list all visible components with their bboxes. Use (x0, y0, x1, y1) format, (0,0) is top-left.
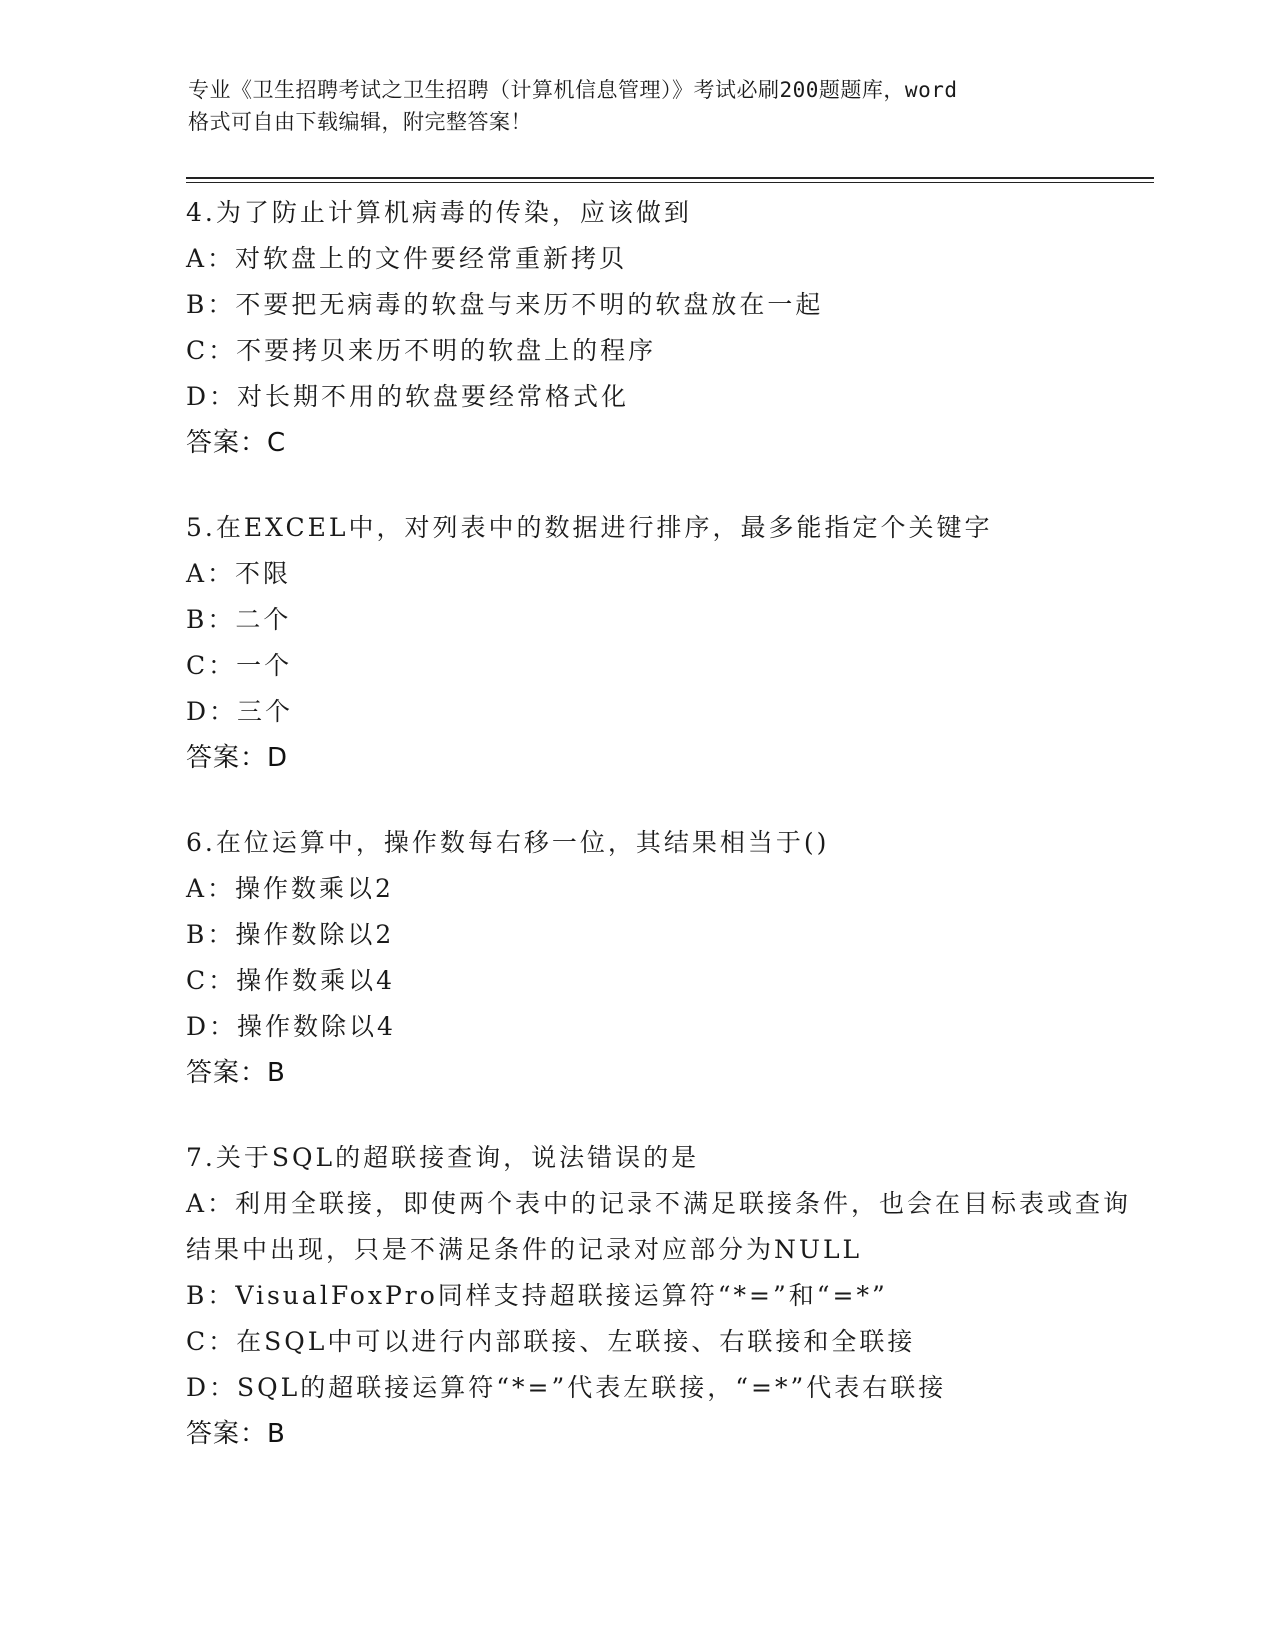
option-a: A：对软盘上的文件要经常重新拷贝 (186, 244, 628, 273)
option-a: A：利用全联接，即使两个表中的记录不满足联接条件，也会在目标表或查询结果中出现，只是不满足条件的记录对应部分为NULL (186, 1189, 1132, 1264)
question-stem: 6.在位运算中，操作数每右移一位，其结果相当于() (186, 828, 830, 857)
option-b: B：操作数除以2 (186, 920, 395, 949)
question-6 (186, 820, 1146, 1096)
option-d: D：操作数除以4 (186, 1012, 396, 1041)
question-stem: 4.为了防止计算机病毒的传染，应该做到 (186, 198, 692, 227)
question-5 (186, 505, 1146, 781)
question-list (186, 190, 1146, 1496)
answer-label: 答案：C (186, 428, 287, 458)
option-a: A：操作数乘以2 (186, 874, 394, 903)
option-b: B：二个 (186, 605, 292, 634)
option-c: C：一个 (186, 651, 293, 680)
option-d: D：对长期不用的软盘要经常格式化 (186, 382, 630, 411)
answer-label: 答案：B (186, 1058, 286, 1088)
answer-label: 答案：B (186, 1419, 286, 1449)
question-stem: 5.在EXCEL中，对列表中的数据进行排序，最多能指定个关键字 (186, 513, 993, 542)
header-divider-thick (186, 177, 1154, 179)
document-header (188, 74, 1088, 138)
question-7 (186, 1135, 1146, 1457)
question-stem: 7.关于SQL的超联接查询，说法错误的是 (186, 1143, 700, 1172)
header-divider-thin (186, 182, 1154, 183)
option-c: C：操作数乘以4 (186, 966, 396, 995)
option-b: B：不要把无病毒的软盘与来历不明的软盘放在一起 (186, 290, 824, 319)
option-c: C：在SQL中可以进行内部联接、左联接、右联接和全联接 (186, 1327, 916, 1356)
option-a: A：不限 (186, 559, 292, 588)
question-4 (186, 190, 1146, 466)
option-d: D：三个 (186, 697, 294, 726)
option-b: B：VisualFoxPro同样支持超联接运算符“*=”和“=*” (186, 1281, 888, 1310)
header-line-1: 专业《卫生招聘考试之卫生招聘（计算机信息管理）》考试必刷200题题库，word (188, 78, 958, 102)
header-line-2: 格式可自由下载编辑，附完整答案！ (188, 110, 532, 134)
option-d: D：SQL的超联接运算符“*=”代表左联接，“=*”代表右联接 (186, 1373, 947, 1402)
option-c: C：不要拷贝来历不明的软盘上的程序 (186, 336, 657, 365)
answer-label: 答案：D (186, 743, 289, 773)
